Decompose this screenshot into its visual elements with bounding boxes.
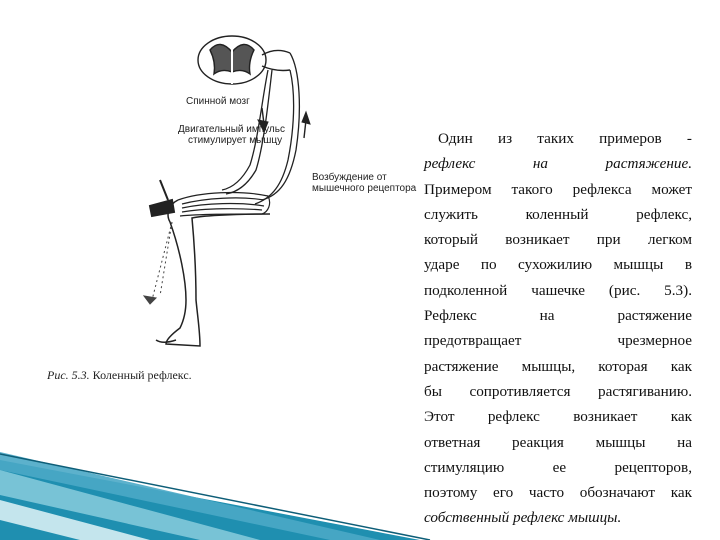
- text-line: стимуляцию ее рецепторов,: [424, 458, 692, 476]
- text-line: ответная реакция мышцы на: [424, 433, 692, 451]
- label-motor-line2: стимулирует мышцу: [188, 135, 283, 146]
- label-excite-line2: мышечного рецептора: [312, 183, 417, 194]
- text-line: собственный рефлекс мышцы.: [424, 509, 622, 527]
- text-line: который возникает при легком: [424, 231, 692, 249]
- text-line: предотвращает чрезмерное: [424, 332, 692, 350]
- figure-caption-prefix: Рис. 5.3.: [47, 368, 90, 382]
- label-motor-impulse: [178, 124, 285, 146]
- text-line: подколенной чашечке (рис. 5.3).: [424, 281, 692, 299]
- text-line: поэтому его часто обозначают как: [424, 484, 692, 502]
- text-line: служить коленный рефлекс,: [424, 205, 692, 223]
- slide-decoration: [0, 440, 720, 540]
- leg-outline: [156, 200, 270, 346]
- text-line: Примером такого рефлекса может: [424, 180, 692, 198]
- figure-caption: [47, 368, 192, 383]
- text-line: Один из таких примеров -: [438, 130, 692, 147]
- label-spinal-cord: Спинной мозг: [186, 96, 250, 107]
- reflex-hammer: [150, 180, 174, 216]
- kick-arrow: [144, 222, 172, 304]
- text-line: Этот рефлекс возникает как: [424, 408, 692, 426]
- figure-caption-title: Коленный рефлекс.: [92, 368, 192, 382]
- text-line: Рефлекс на растяжение: [424, 307, 692, 325]
- text-line: бы сопротивляется растягиванию.: [424, 382, 692, 400]
- spinal-cord-section: [198, 36, 290, 84]
- text-line: растяжение мышцы, которая как: [424, 357, 692, 375]
- text-line: ударе по сухожилию мышцы в: [424, 256, 692, 274]
- text-line: рефлекс на растяжение.: [424, 155, 692, 173]
- label-excite-line1: Возбуждение от: [312, 172, 387, 183]
- label-motor-line1: Двигательный импульс: [178, 124, 285, 135]
- label-receptor-excitation: [312, 172, 416, 194]
